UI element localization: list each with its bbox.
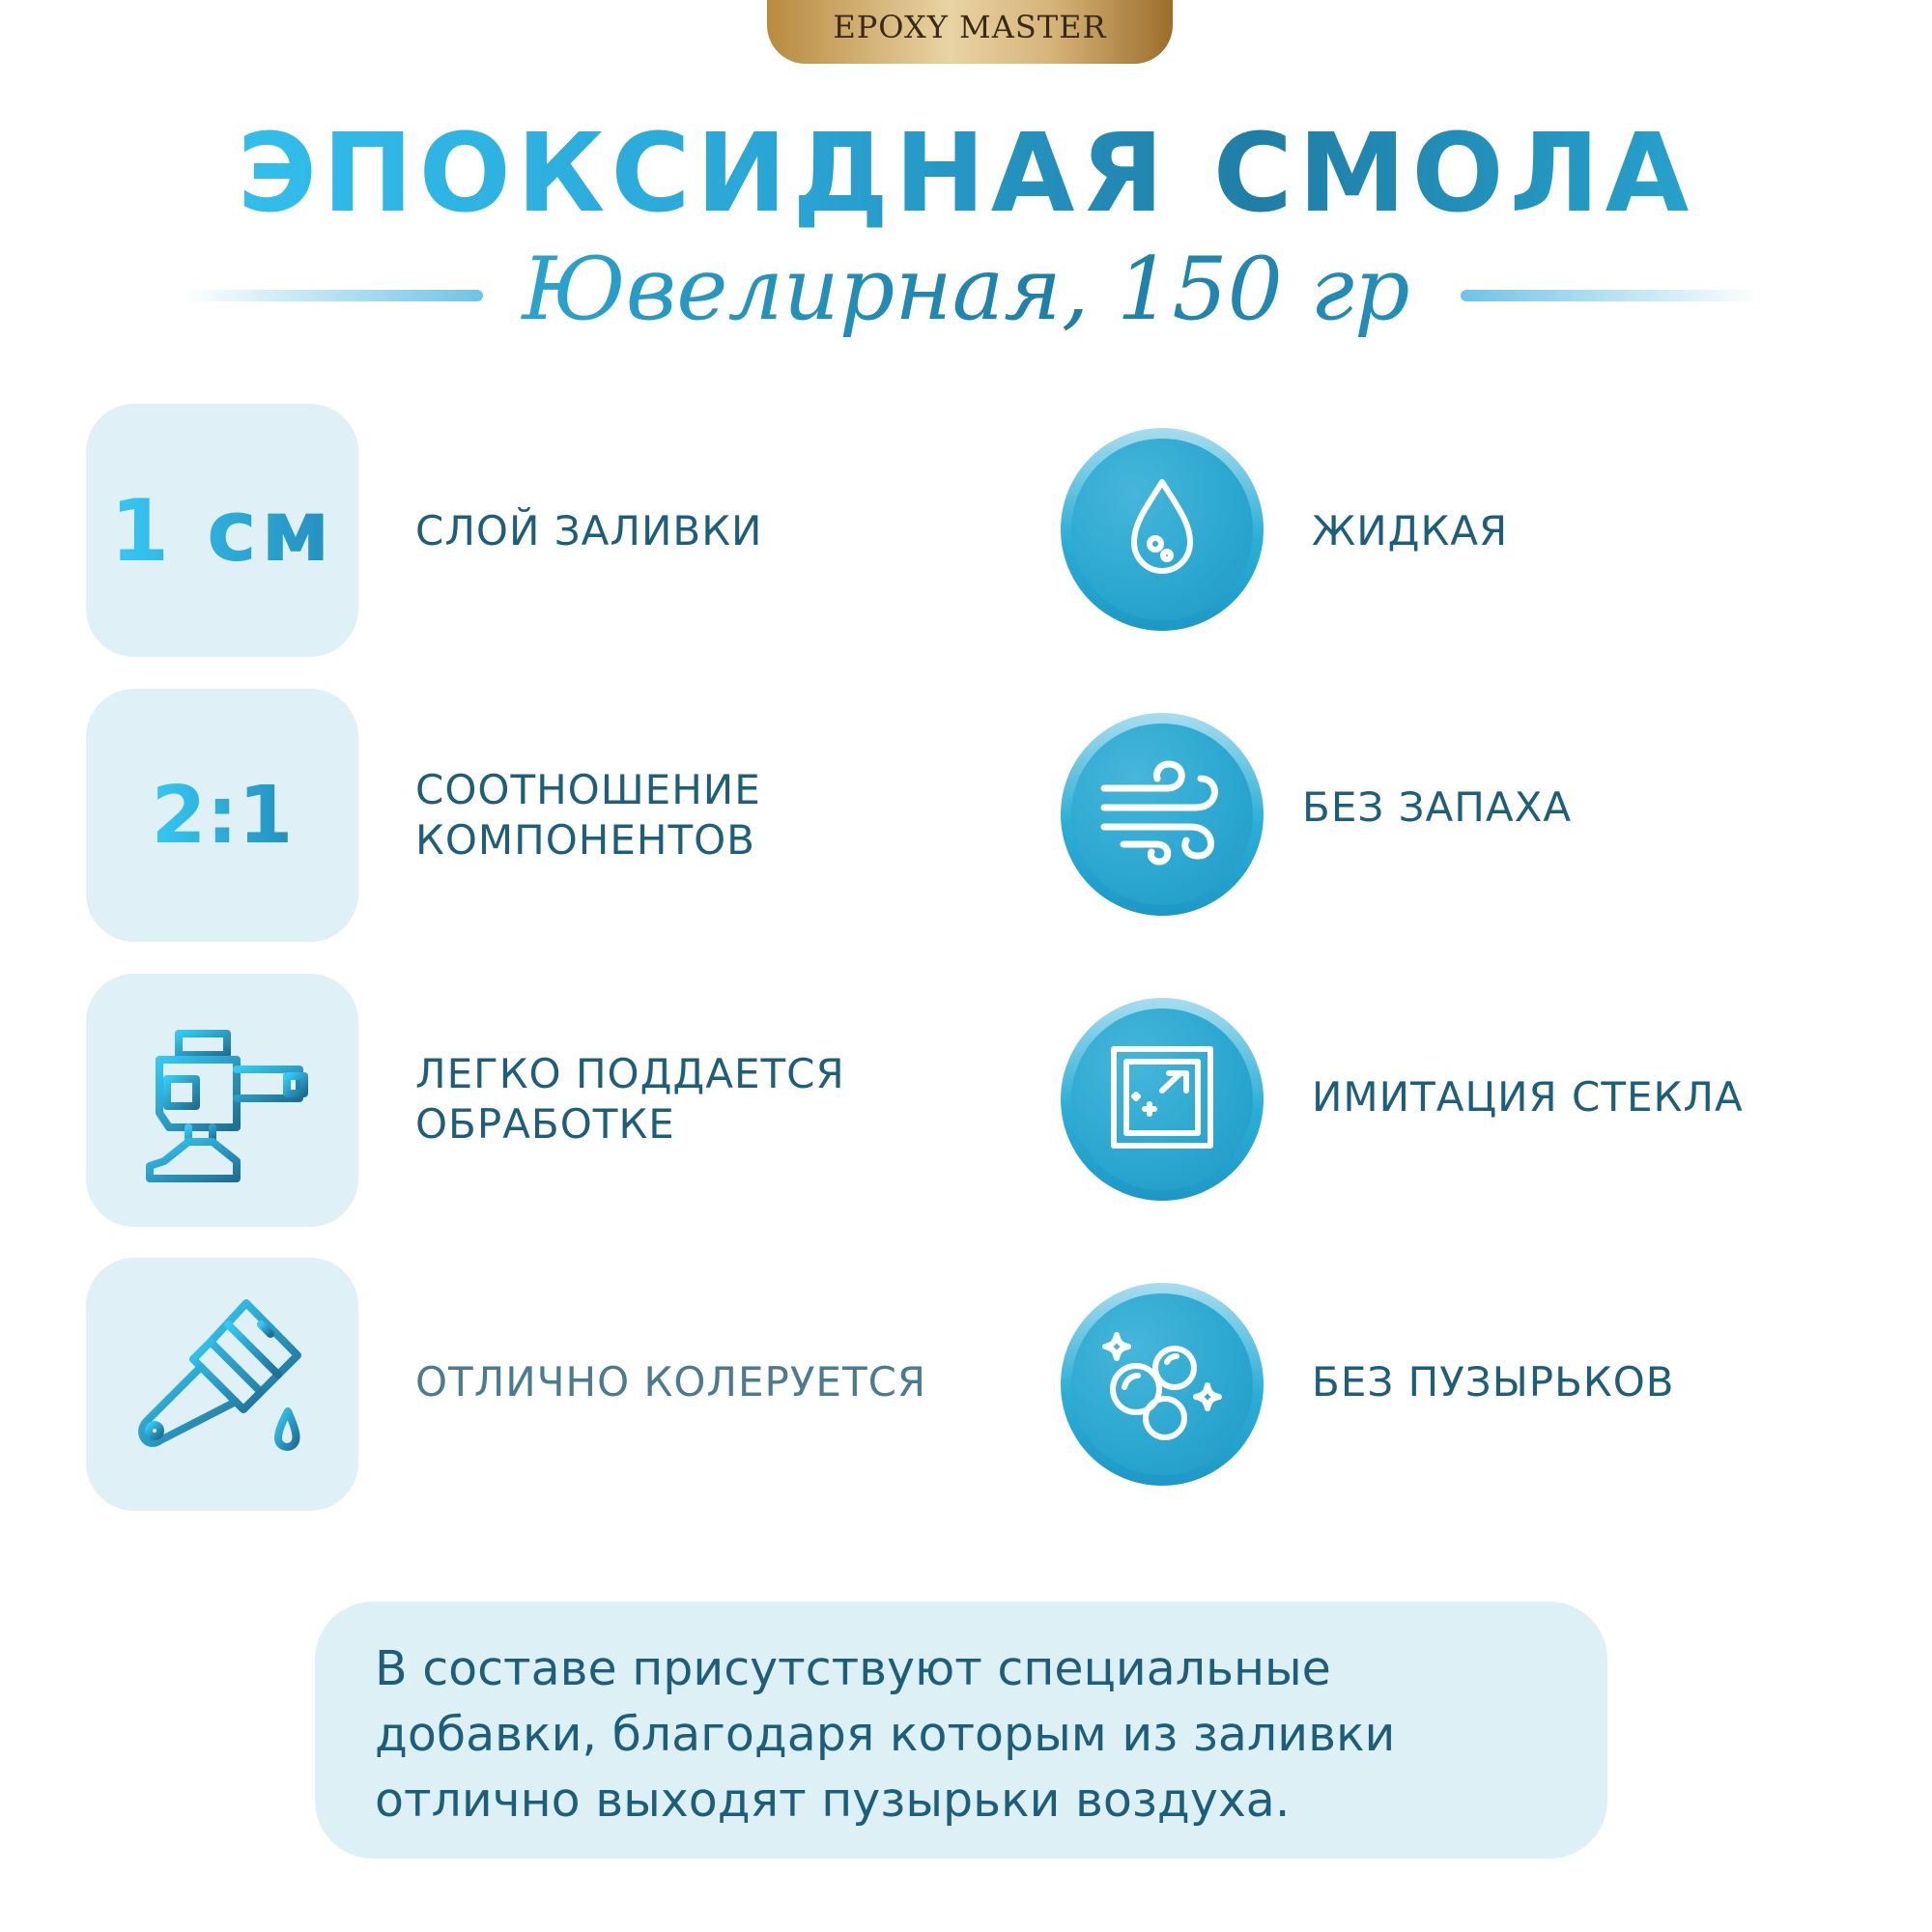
feature-label-bubbles: БЕЗ ПУЗЫРЬКОВ: [1312, 1358, 1675, 1406]
page-title: ЭПОКСИДНАЯ СМОЛА: [0, 106, 1932, 242]
feature-label-liquid: ЖИДКАЯ: [1312, 507, 1509, 554]
paint-brush-icon: [126, 1286, 319, 1483]
layer-thickness-value: 1 см: [110, 480, 334, 581]
info-note: [315, 1602, 1607, 1859]
feature-circle-bubbles: [1061, 1283, 1264, 1486]
feature-label-processing: ЛЕГКО ПОДДАЕТСЯ ОБРАБОТКЕ: [415, 1050, 845, 1148]
glass-window-icon: [1109, 1044, 1215, 1154]
brand-badge: [767, 0, 1173, 64]
feature-circle-odorless: [1061, 713, 1264, 916]
mix-ratio-value: 2:1: [151, 769, 294, 862]
feature-tile-layer: [86, 404, 358, 657]
feature-circle-glass: [1061, 998, 1264, 1201]
feature-label-layer: СЛОЙ ЗАЛИВКИ: [415, 507, 763, 554]
feature-label-glass: ИМИТАЦИЯ СТЕКЛА: [1312, 1073, 1744, 1121]
feature-tile-ratio: [86, 689, 358, 942]
feature-label-tinting: ОТЛИЧНО КОЛЕРУЕТСЯ: [415, 1358, 927, 1406]
feature-tile-processing: [86, 974, 358, 1227]
brand-name: EPOXY MASTER: [833, 9, 1107, 45]
divider-right: [1461, 290, 1760, 301]
polisher-icon: [130, 1007, 314, 1194]
drop-icon: [1119, 474, 1206, 584]
wind-icon: [1099, 759, 1225, 869]
page-subtitle: Ювелирная, 150 гр: [0, 237, 1932, 343]
info-note-text: В составе присутствуют специальные добавки, благодаря которым из заливки отлично выходят пузырьки воздуха.: [375, 1641, 1396, 1828]
feature-circle-liquid: [1061, 428, 1264, 631]
feature-tile-tinting: [86, 1258, 358, 1511]
feature-label-odorless: БЕЗ ЗАПАХА: [1302, 783, 1573, 831]
feature-label-ratio: СООТНОШЕНИЕ КОМПОНЕНТОВ: [415, 766, 761, 864]
bubbles-icon: [1099, 1320, 1225, 1449]
